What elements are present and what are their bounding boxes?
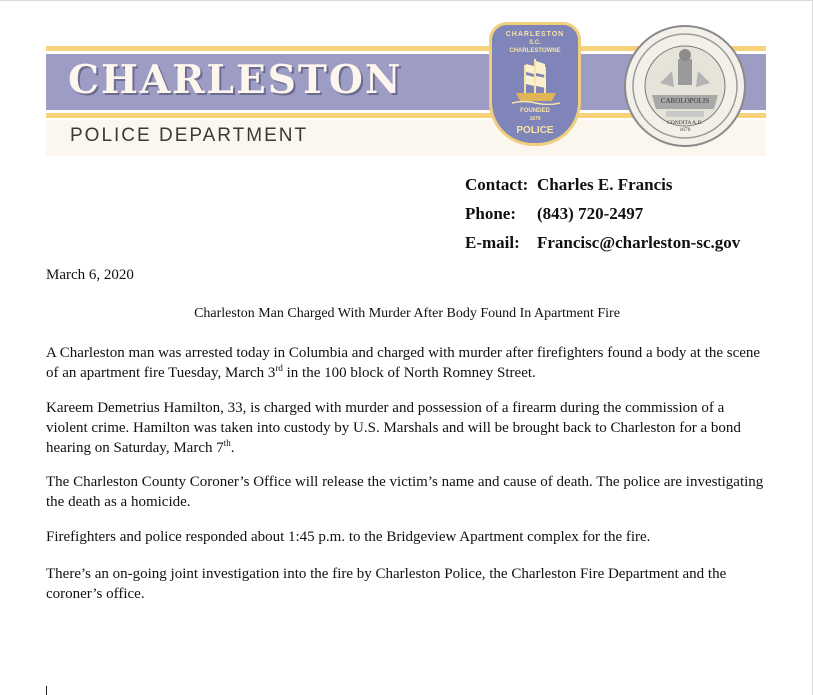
badge-text-state: S.C. — [529, 40, 541, 46]
contact-name: Charles E. Francis — [537, 175, 673, 194]
paragraph-charges-superscript: th — [223, 438, 231, 448]
paragraph-investigation: There’s an on-going joint investigation into the fire by Charleston Police, the Charleston Fire Department and the coroner’s office. — [46, 566, 727, 602]
email-label: E-mail: — [465, 233, 520, 252]
paragraph-arrest-superscript: rd — [275, 363, 283, 373]
paragraph-charges-text: Kareem Demetrius Hamilton, 33, is charged with murder and possession of a firearm during the commission of a violent crime. Hamilton was taken into custody by U.S. Marshals and will be brought back to Charleston for a bond hearing on Saturday, March 7 — [46, 400, 741, 456]
seal-text-condita: CONDITA A.D. — [667, 120, 703, 126]
contact-label: Contact: — [465, 175, 529, 194]
badge-text-year: 1670 — [529, 116, 541, 122]
badge-text-city: CHARLESTON — [505, 31, 565, 38]
page-top-border — [0, 0, 813, 1]
paragraph-arrest-text: A Charleston man was arrested today in Columbia and charged with murder after firefighters found a body at the scene of an apartment fire Tuesday, March 3 — [46, 345, 761, 381]
letterhead-subtitle: POLICE DEPARTMENT — [70, 125, 309, 146]
ship-icon — [512, 55, 560, 105]
badge-text-police: POLICE — [516, 125, 554, 136]
paragraph-charges-text-end: . — [230, 440, 235, 456]
paragraph-arrest — [46, 343, 768, 383]
city-seal-icon — [622, 23, 748, 149]
badge-text-founded: FOUNDED — [520, 108, 550, 114]
phone-number: (843) 720-2497 — [537, 204, 644, 223]
contact-row-name — [465, 170, 740, 199]
paragraph-arrest-text-end: in the 100 block of North Romney Street. — [282, 365, 536, 381]
email-address: Francisc@charleston-sc.gov — [537, 233, 741, 252]
paragraph-response: Firefighters and police responded about 1:45 p.m. to the Bridgeview Apartment complex for the fire. — [46, 529, 651, 545]
letterhead-banner — [46, 19, 766, 156]
police-badge-logo — [489, 22, 581, 146]
seal-text-motto: CAROLOPOLIS — [660, 97, 710, 105]
paragraph-coroner: The Charleston County Coroner’s Office will release the victim’s name and cause of death. The police are investigating the death as a homicide. — [46, 474, 764, 510]
letterhead-title: CHARLESTON — [68, 57, 403, 103]
paragraph-charges — [46, 398, 768, 458]
contact-row-phone — [465, 199, 740, 228]
seal-text-year: 1670 — [679, 127, 691, 133]
release-headline: Charleston Man Charged With Murder After Body Found In Apartment Fire — [194, 306, 620, 321]
contact-block — [465, 170, 740, 257]
contact-row-email — [465, 228, 740, 257]
badge-text-charlestowne: CHARLESTOWNE — [509, 48, 561, 54]
phone-label: Phone: — [465, 204, 516, 223]
release-date: March 6, 2020 — [46, 267, 134, 283]
text-cursor — [46, 686, 47, 695]
